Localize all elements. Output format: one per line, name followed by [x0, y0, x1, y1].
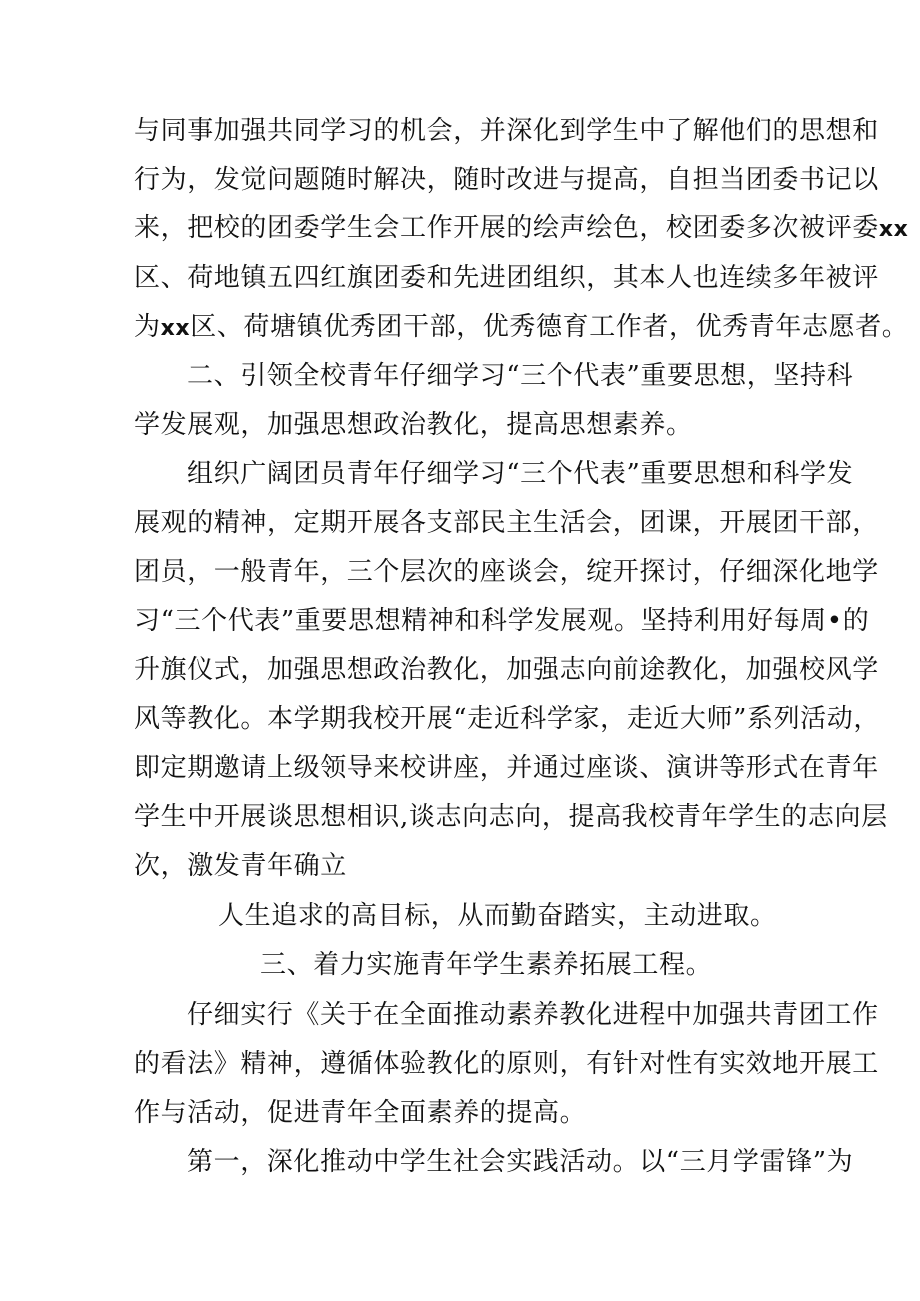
paragraph-line: 第一，深化推动中学生社会实践活动。以“三月学雷锋”为	[187, 1147, 854, 1177]
paragraph-line: 次，激发青年确立	[134, 851, 347, 881]
section-heading: 三、着力实施青年学生素养拓展工程。	[260, 950, 713, 980]
paragraph-line: 作与活动，促进青年全面素养的提高。	[134, 1098, 587, 1128]
paragraph-line	[134, 310, 908, 346]
paragraph-line: 组织广阔团员青年仔细学习“三个代表”重要思想和科学发	[187, 459, 854, 489]
paragraph-line: 仔细实行《关于在全面推动素养教化进程中加强共青团工作	[187, 1000, 879, 1030]
paragraph-line-suffix: 区、荷塘镇优秀团干部，优秀德育工作者，优秀青年志愿者。	[190, 312, 909, 342]
paragraph-line: 区、荷地镇五四红旗团委和先进团组织，其本人也连续多年被评	[134, 263, 879, 293]
redacted-placeholder: xx	[160, 316, 191, 341]
paragraph-line: 升旗仪式，加强思想政治教化，加强志向前途教化，加强校风学	[134, 655, 879, 685]
paragraph-line: 学生中开展谈思想相识,谈志向志向，提高我校青年学生的志向层	[134, 802, 888, 832]
paragraph-line: 习“三个代表”重要思想精神和科学发展观。坚持利用好每周•的	[134, 606, 870, 636]
paragraph-line-prefix: 为	[134, 312, 161, 342]
paragraph-line: 风等教化。本学期我校开展“走近科学家，走近大师”系列活动，	[134, 704, 880, 734]
paragraph-line: 与同事加强共同学习的机会，并深化到学生中了解他们的思想和	[134, 116, 879, 146]
paragraph-line: 展观的精神，定期开展各支部民主生活会，团课，开展团干部，	[134, 508, 879, 538]
paragraph-line: 团员，一般青年，三个层次的座谈会，绽开探讨，仔细深化地学	[134, 557, 879, 587]
paragraph-line-text: 来，把校的团委学生会工作开展的绘声绘色，校团委多次被评委	[134, 213, 879, 243]
paragraph-line: 人生追求的高目标，从而勤奋踏实，主动进取。	[218, 901, 777, 931]
section-heading-line: 二、引领全校青年仔细学习“三个代表”重要思想，坚持科	[187, 361, 854, 391]
redacted-placeholder: xx	[878, 217, 909, 242]
section-heading-line: 学发展观，加强思想政治教化，提高思想素养。	[134, 410, 693, 440]
paragraph-line	[134, 211, 908, 247]
paragraph-line: 即定期邀请上级领导来校讲座，并通过座谈、演讲等形式在青年	[134, 753, 879, 783]
paragraph-line: 行为，发觉问题随时解决，随时改进与提高，自担当团委书记以	[134, 165, 879, 195]
paragraph-line: 的看法》精神，遵循体验教化的原则，有针对性有实效地开展工	[134, 1049, 879, 1079]
